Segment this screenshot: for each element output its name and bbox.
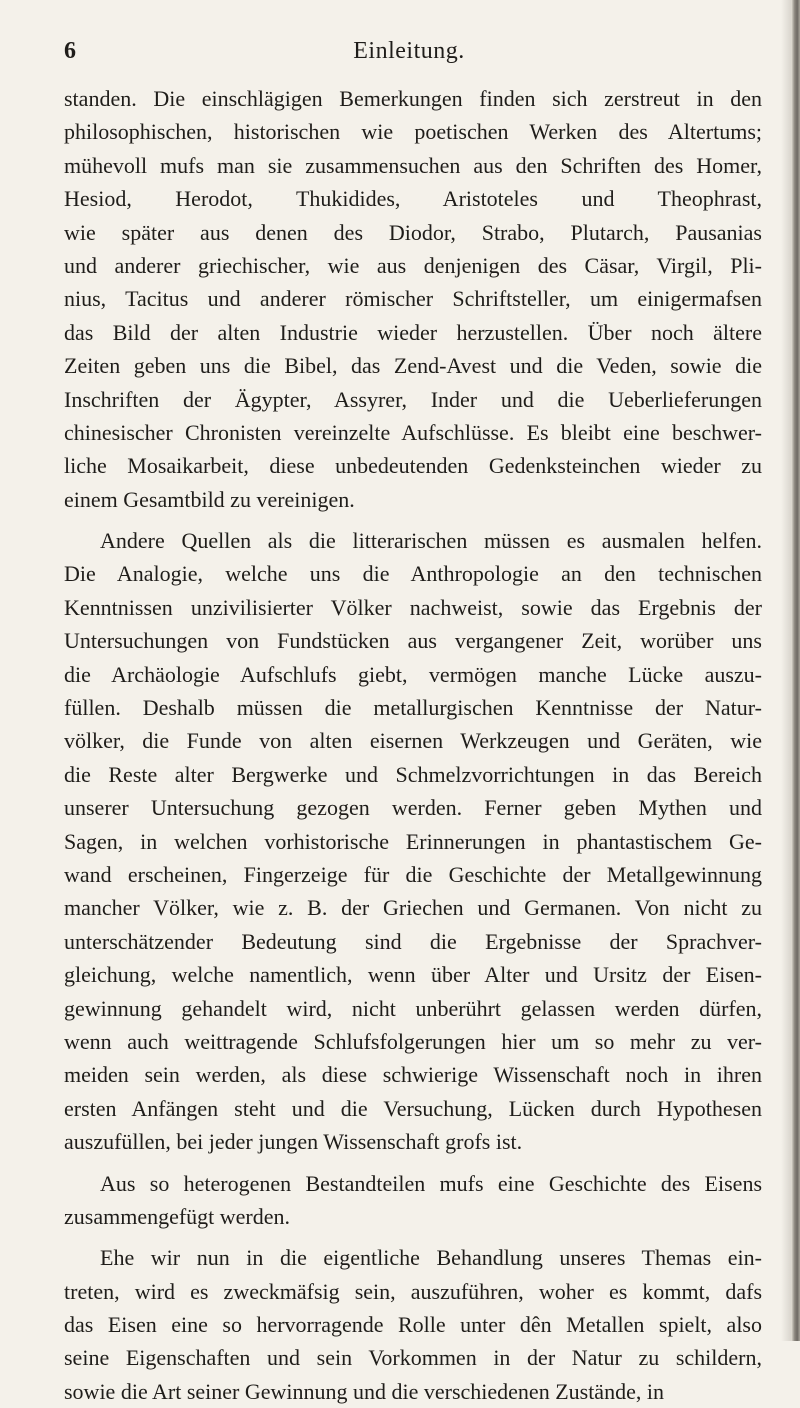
text-line: das Eisen eine so hervorragende Rolle unter dên Metallen spielt, also	[64, 1312, 762, 1338]
text-line: die Archäologie Aufschlufs giebt, vermögen manche Lücke auszu-	[64, 661, 762, 687]
text-line: gewinnung gehandelt wird, nicht unberührt gelassen werden dürfen,	[64, 995, 762, 1021]
text-line: ersten Anfängen steht und die Versuchung, Lücken durch Hypothesen	[64, 1095, 762, 1121]
text-line: zusammengefügt werden.	[64, 1203, 291, 1229]
page-edge-shadow	[781, 0, 791, 1341]
text-line: unterschätzender Bedeutung sind die Ergebnisse der Sprachver-	[64, 928, 762, 954]
text-line: seine Eigenschaften und sein Vorkommen in der Natur zu schildern,	[64, 1345, 762, 1371]
text-line: Untersuchungen von Fundstücken aus vergangener Zeit, worüber uns	[64, 628, 762, 654]
text-line: wie später aus denen des Diodor, Strabo, Plutarch, Pausanias	[64, 219, 762, 245]
text-line: philosophischen, historischen wie poetischen Werken des Altertums;	[64, 119, 762, 145]
text-line: Zeiten geben uns die Bibel, das Zend-Avest und die Veden, sowie die	[64, 353, 762, 379]
text-line: wenn auch weittragende Schlufsfolgerungen hier um so mehr zu ver-	[64, 1028, 762, 1054]
paragraph-gap	[64, 1159, 762, 1167]
text-line: Ehe wir nun in die eigentliche Behandlung unseres Themas ein-	[100, 1245, 762, 1271]
text-line: völker, die Funde von alten eisernen Werkzeugen und Geräten, wie	[64, 728, 762, 754]
text-line: gleichung, welche namentlich, wenn über Alter und Ursitz der Eisen-	[64, 962, 762, 988]
text-line: das Bild der alten Industrie wieder herzustellen. Über noch ältere	[64, 319, 762, 345]
text-line: füllen. Deshalb müssen die metallurgischen Kenntnisse der Natur-	[64, 695, 762, 721]
paragraph	[64, 524, 762, 1158]
text-line: Die Analogie, welche uns die Anthropologie an den technischen	[64, 561, 762, 587]
text-line: auszufüllen, bei jeder jungen Wissenschaft grofs ist.	[64, 1129, 523, 1155]
page-header	[64, 38, 754, 72]
running-title: Einleitung.	[353, 38, 465, 64]
text-line: standen. Die einschlägigen Bemerkungen finden sich zerstreut in den	[64, 86, 762, 111]
paragraph-gap	[64, 516, 762, 524]
paragraph	[64, 1241, 762, 1408]
text-line: sowie die Art seiner Gewinnung und die verschiedenen Zustände, in	[64, 1378, 664, 1404]
text-line: meiden sein werden, als diese schwierige Wissenschaft noch in ihren	[64, 1062, 762, 1088]
text-line: Inschriften der Ägypter, Assyrer, Inder und die Ueberlieferungen	[64, 386, 762, 412]
paragraph	[64, 1167, 762, 1234]
text-line: mühevoll mufs man sie zusammensuchen aus den Schriften des Homer,	[64, 152, 762, 178]
text-line: Aus so heterogenen Bestandteilen mufs eine Geschichte des Eisens	[100, 1170, 762, 1196]
text-line: nius, Tacitus und anderer römischer Schriftsteller, um einigermafsen	[64, 286, 762, 312]
text-line: treten, wird es zweckmäfsig sein, auszuführen, woher es kommt, dafs	[64, 1278, 762, 1304]
text-line: Hesiod, Herodot, Thukidides, Aristoteles und Theophrast,	[64, 186, 762, 212]
paragraph	[64, 82, 762, 516]
text-line: chinesischer Chronisten vereinzelte Aufschlüsse. Es bleibt eine beschwer-	[64, 419, 762, 445]
text-line: Andere Quellen als die litterarischen müssen es ausmalen helfen.	[100, 528, 762, 554]
text-line: Kenntnissen unzivilisierter Völker nachweist, sowie das Ergebnis der	[64, 594, 762, 620]
text-line: unserer Untersuchung gezogen werden. Ferner geben Mythen und	[64, 795, 762, 821]
page-edge	[791, 0, 800, 1341]
page-number: 6	[64, 38, 76, 64]
text-line: Sagen, in welchen vorhistorische Erinnerungen in phantastischem Ge-	[64, 828, 762, 854]
text-line: wand erscheinen, Fingerzeige für die Geschichte der Metallgewinnung	[64, 861, 762, 887]
text-line: die Reste alter Bergwerke und Schmelzvorrichtungen in das Bereich	[64, 761, 762, 787]
text-line: liche Mosaikarbeit, diese unbedeutenden Gedenksteinchen wieder zu	[64, 453, 762, 479]
body-text	[64, 82, 762, 1408]
paragraph-gap	[64, 1233, 762, 1241]
text-line: einem Gesamtbild zu vereinigen.	[64, 486, 355, 512]
text-line: und anderer griechischer, wie aus denjenigen des Cäsar, Virgil, Pli-	[64, 252, 762, 278]
text-line: mancher Völker, wie z. B. der Griechen und Germanen. Von nicht zu	[64, 895, 762, 921]
